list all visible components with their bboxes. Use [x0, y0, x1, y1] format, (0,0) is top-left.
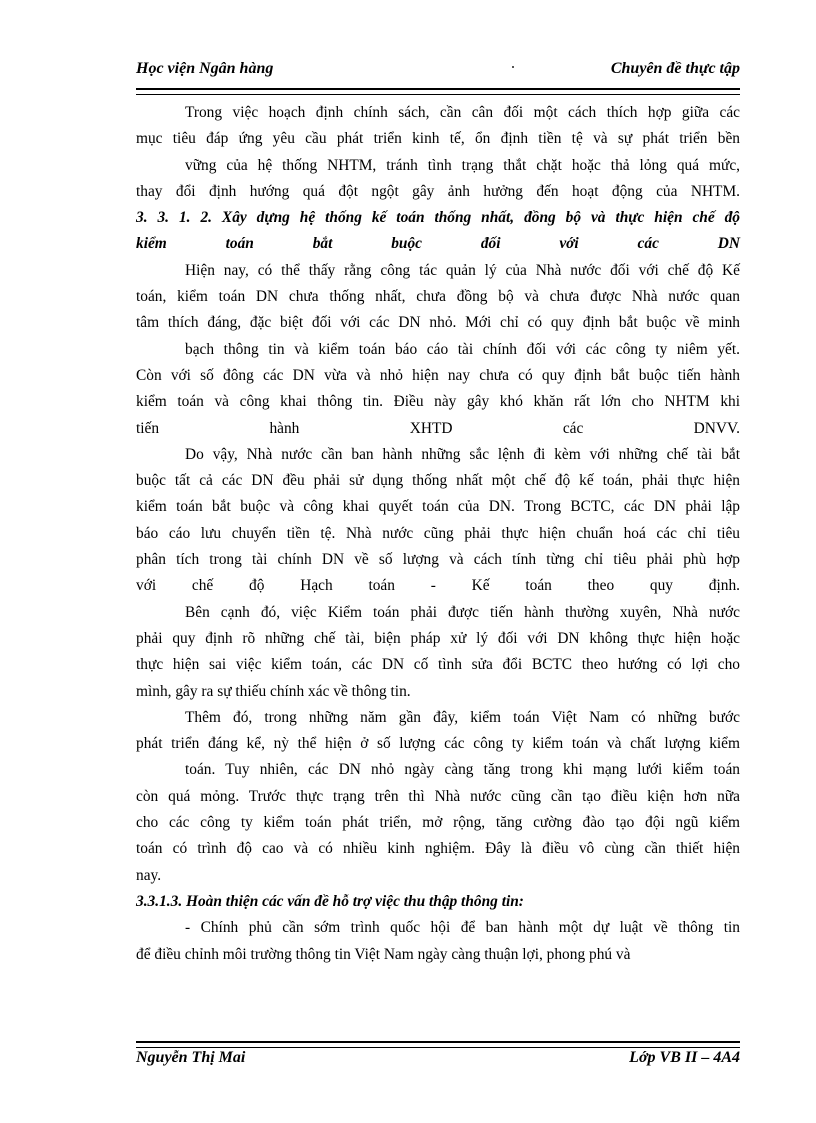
header-rule [136, 88, 740, 95]
body-line: thực hiện sai việc kiểm toán, các DN cố tình sửa đổi BCTC theo hướng có lợi cho [136, 656, 740, 674]
section-heading-3-3-1-2: 3. 3. 1. 2. Xây dựng hệ thống kế toán thống nhất, đồng bộ và thực hiện chế độ [136, 209, 740, 227]
footer-author: Nguyễn Thị Mai [136, 1049, 246, 1066]
body-line: buộc tất cả các DN đều phải sử dụng thống nhất một chế độ kế toán, phải thực hiện [136, 472, 740, 490]
body-line: thay đổi định hướng quá đột ngột gây ảnh hưởng đến hoạt động của NHTM. [136, 182, 740, 200]
body-line: mình, gây ra sự thiếu chính xác về thông tin. [136, 682, 411, 700]
body-line: toán có trình độ cao và có nhiều kinh nghiệm. Đây là điều vô cùng cần thiết hiện [136, 840, 740, 858]
header-document-type: Chuyên đề thực tập [610, 60, 740, 77]
body-line: với chế độ Hạch toán - Kế toán theo quy định. [136, 577, 740, 595]
body-line: báo cáo lưu chuyển tiền tệ. Nhà nước cũng phải thực hiện chuẩn hoá các chỉ tiêu [136, 524, 740, 542]
body-line: Bên cạnh đó, việc Kiểm toán phải được tiến hành thường xuyên, Nhà nước [185, 603, 740, 621]
header-speck [512, 66, 514, 68]
page-footer [136, 1049, 740, 1075]
body-line: cho các công ty kiểm toán phát triển, mở rộng, tăng cường đào tạo đội ngũ kiểm [136, 814, 740, 832]
body-line: toán. Tuy nhiên, các DN nhỏ ngày càng tăng trong khi mạng lưới kiểm toán [185, 761, 740, 779]
body-line: tiến hành XHTD các DNVV. [136, 419, 740, 437]
body-line: Trong việc hoạch định chính sách, cần cân đối một cách thích hợp giữa các [185, 104, 740, 121]
body-line: phân tích trong tài chính DN về số lượng và cách tính từng chỉ tiêu phải phù hợp [136, 551, 740, 569]
body-line: phát triển đáng kể, nỳ thể hiện ở số lượng các công ty kiểm toán và chất lượng kiểm [136, 735, 740, 753]
document-body [136, 100, 740, 968]
body-line: - Chính phủ cần sớm trình quốc hội để ban hành một dự luật về thông tin [185, 919, 740, 937]
body-line: còn quá mỏng. Trước thực trạng trên thì Nhà nước cũng cần tạo điều kiện hơn nữa [136, 787, 740, 805]
header-institution: Học viện Ngân hàng [136, 60, 274, 77]
footer-rule [136, 1041, 740, 1048]
body-line: mục tiêu đáp ứng yêu cầu phát triển kinh tế, ổn định tiền tệ và sự phát triển bền [136, 130, 740, 148]
section-heading-3-3-1-3: 3.3.1.3. Hoàn thiện các vấn đề hỗ trợ việc thu thập thông tin: [136, 892, 524, 910]
body-line: toán, kiểm toán DN chưa thống nhất, chưa đồng bộ và chưa được Nhà nước quan [136, 288, 740, 306]
body-line: Do vậy, Nhà nước cần ban hành những sắc lệnh đi kèm với những chế tài bắt [185, 445, 740, 463]
body-line: để điều chỉnh môi trường thông tin Việt Nam ngày càng thuận lợi, phong phú và [136, 945, 631, 963]
body-line: kiểm toán và công khai thông tin. Điều này gây khó khăn rất lớn cho NHTM khi [136, 393, 740, 411]
body-line: phải quy định rõ những chế tài, biện pháp xử lý đối với DN không thực hiện hoặc [136, 629, 740, 647]
body-line: nay. [136, 866, 162, 884]
footer-class: Lớp VB II – 4A4 [629, 1049, 740, 1066]
section-heading-3-3-1-2-cont: kiểm toán bắt buộc đối với các DN [136, 235, 740, 253]
body-line: bạch thông tin và kiểm toán báo cáo tài chính đối với các công ty niêm yết. [185, 340, 740, 358]
page-header [136, 58, 740, 88]
body-line: Còn với số đông các DN vừa và nhỏ hiện nay chưa có quy định bắt buộc tiến hành [136, 366, 740, 384]
body-line: kiểm toán bắt buộc và công khai quyết toán của DN. Trong BCTC, các DN phải lập [136, 498, 740, 516]
body-line: Hiện nay, có thể thấy rằng công tác quản lý của Nhà nước đối với chế độ Kế [185, 261, 740, 279]
body-line: Thêm đó, trong những năm gần đây, kiểm toán Việt Nam có những bước [185, 708, 740, 726]
body-line: tâm thích đáng, đặc biệt đối với các DN nhỏ. Mới chỉ có quy định bắt buộc về minh [136, 314, 740, 332]
body-line: vững của hệ thống NHTM, tránh tình trạng thắt chặt hoặc thả lỏng quá mức, [185, 156, 740, 174]
